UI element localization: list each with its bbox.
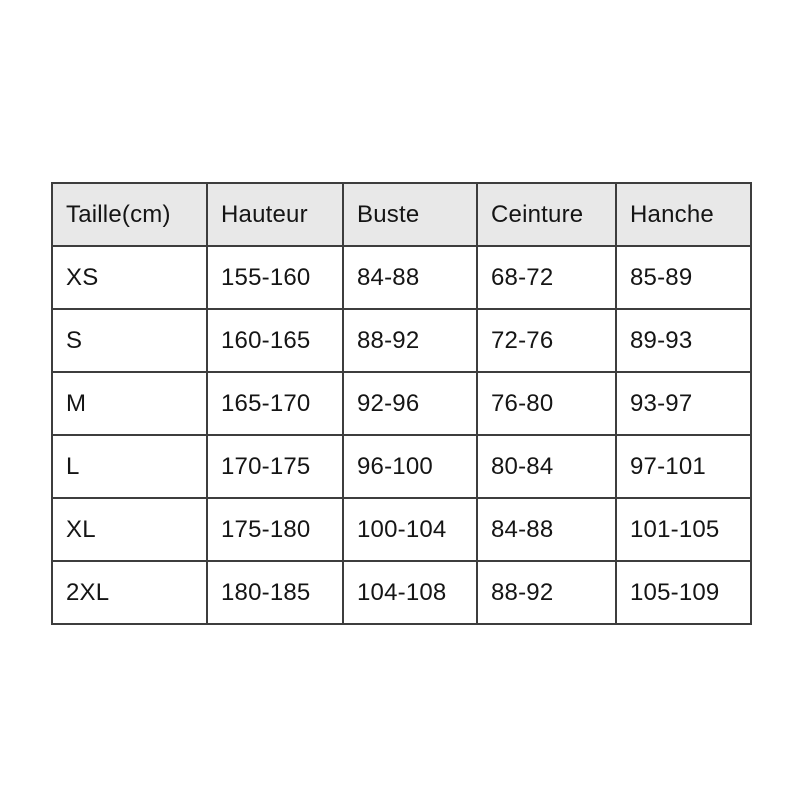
table-row-xl (52, 498, 751, 561)
buste-cell: 104-108 (343, 561, 477, 624)
ceinture-cell: 68-72 (477, 246, 616, 309)
ceinture-cell: 84-88 (477, 498, 616, 561)
size-label-cell: 2XL (52, 561, 207, 624)
hauteur-cell: 175-180 (207, 498, 343, 561)
hanche-cell: 89-93 (616, 309, 751, 372)
table-row-xs (52, 246, 751, 309)
ceinture-cell: 88-92 (477, 561, 616, 624)
header-cell-hauteur: Hauteur (207, 183, 343, 246)
hauteur-cell: 165-170 (207, 372, 343, 435)
buste-cell: 84-88 (343, 246, 477, 309)
header-cell-buste: Buste (343, 183, 477, 246)
hanche-cell: 101-105 (616, 498, 751, 561)
header-row (52, 183, 751, 246)
hanche-cell: 105-109 (616, 561, 751, 624)
ceinture-cell: 76-80 (477, 372, 616, 435)
hanche-cell: 85-89 (616, 246, 751, 309)
hauteur-cell: 160-165 (207, 309, 343, 372)
table-row-l (52, 435, 751, 498)
buste-cell: 100-104 (343, 498, 477, 561)
hanche-cell: 97-101 (616, 435, 751, 498)
table-row-2xl (52, 561, 751, 624)
buste-cell: 96-100 (343, 435, 477, 498)
table-row-m (52, 372, 751, 435)
size-label-cell: XS (52, 246, 207, 309)
hauteur-cell: 180-185 (207, 561, 343, 624)
size-label-cell: S (52, 309, 207, 372)
header-cell-taille: Taille(cm) (52, 183, 207, 246)
ceinture-cell: 80-84 (477, 435, 616, 498)
size-label-cell: M (52, 372, 207, 435)
buste-cell: 92-96 (343, 372, 477, 435)
buste-cell: 88-92 (343, 309, 477, 372)
size-label-cell: L (52, 435, 207, 498)
size-chart-table (51, 182, 752, 625)
header-cell-ceinture: Ceinture (477, 183, 616, 246)
hauteur-cell: 170-175 (207, 435, 343, 498)
ceinture-cell: 72-76 (477, 309, 616, 372)
header-cell-hanche: Hanche (616, 183, 751, 246)
hauteur-cell: 155-160 (207, 246, 343, 309)
table-row-s (52, 309, 751, 372)
hanche-cell: 93-97 (616, 372, 751, 435)
size-label-cell: XL (52, 498, 207, 561)
